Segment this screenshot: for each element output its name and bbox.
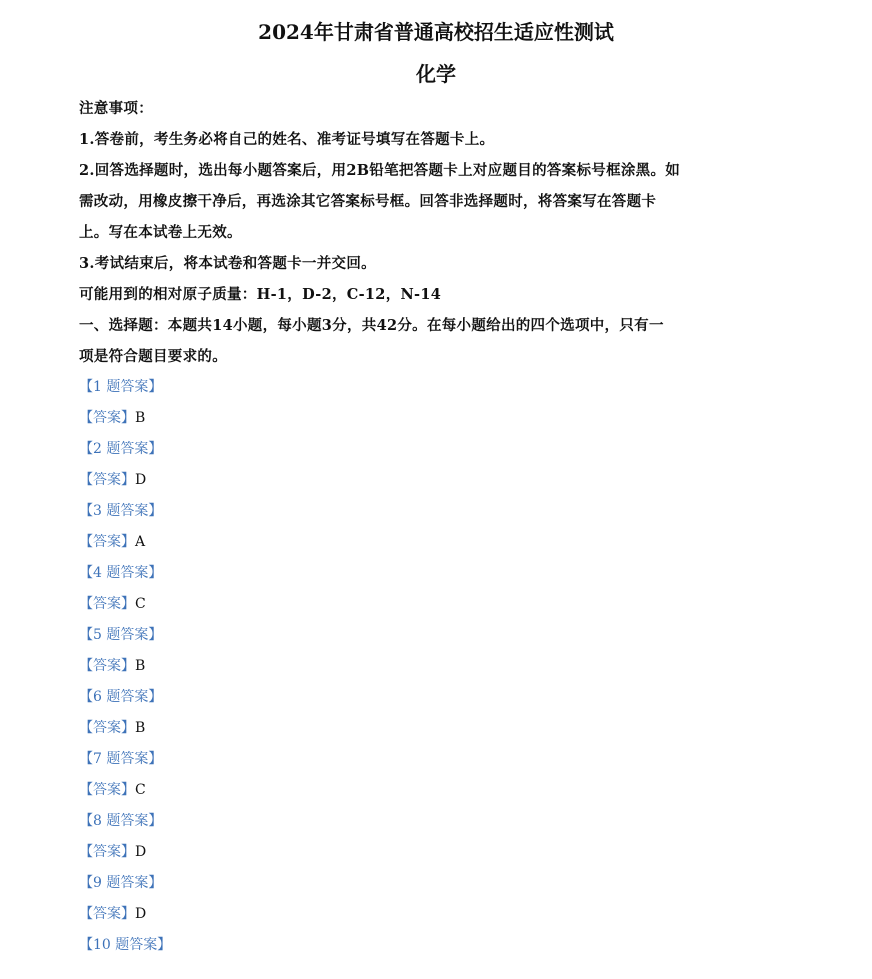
answer-row (79, 465, 799, 496)
answer-label: 【答案】 (79, 534, 135, 550)
instruction-line: 注意事项： (79, 100, 153, 117)
answer-row (79, 837, 799, 868)
instruction-line: 一、选择题：本题共14小题，每小题3分，共42分。在每小题给出的四个选项中，只有一 (79, 317, 664, 334)
question-answer-heading: 【3 题答案】 (79, 503, 163, 519)
answer-value: B (135, 658, 146, 674)
answer-value: B (135, 720, 146, 736)
question-answer-heading: 【10 题答案】 (79, 937, 172, 953)
instruction-line: 可能用到的相对原子质量：H-1，D-2，C-12，N-14 (79, 286, 442, 303)
instruction-line: 2.回答选择题时，选出每小题答案后，用2B铅笔把答题卡上对应题目的答案标号框涂黑。如 (79, 162, 681, 179)
instruction-line: 3.考试结束后，将本试卷和答题卡一并交回。 (79, 255, 376, 272)
instruction-line: 1.答卷前，考生务必将自己的姓名、准考证号填写在答题卡上。 (79, 131, 495, 148)
document-title: 2024年甘肃省普通高校招生适应性测试 (258, 20, 614, 44)
answer-label: 【答案】 (79, 720, 135, 736)
question-answer-heading: 【4 题答案】 (79, 565, 163, 581)
answer-label: 【答案】 (79, 906, 135, 922)
answer-label: 【答案】 (79, 472, 135, 488)
question-answer-heading: 【1 题答案】 (79, 379, 163, 395)
answer-row (79, 527, 799, 558)
answer-label: 【答案】 (79, 596, 135, 612)
instruction-line: 项是符合题目要求的。 (79, 348, 227, 365)
answer-value: B (135, 410, 146, 426)
answer-value: A (135, 534, 146, 550)
answer-value: C (135, 596, 146, 612)
answer-value: D (135, 472, 147, 488)
instructions (79, 93, 799, 372)
answer-list (79, 372, 799, 961)
answer-label: 【答案】 (79, 658, 135, 674)
answer-row (79, 589, 799, 620)
document-body (79, 93, 799, 961)
answer-value: D (135, 906, 147, 922)
question-answer-heading: 【6 题答案】 (79, 689, 163, 705)
answer-label: 【答案】 (79, 782, 135, 798)
answer-row (79, 651, 799, 682)
answer-value: C (135, 782, 146, 798)
answer-label: 【答案】 (79, 844, 135, 860)
answer-value: D (135, 844, 147, 860)
subject-title: 化学 (416, 62, 456, 86)
question-answer-heading: 【2 题答案】 (79, 441, 163, 457)
answer-label: 【答案】 (79, 410, 135, 426)
answer-row (79, 713, 799, 744)
answer-row (79, 403, 799, 434)
question-answer-heading: 【8 题答案】 (79, 813, 163, 829)
instruction-line: 上。写在本试卷上无效。 (79, 224, 242, 241)
answer-row (79, 775, 799, 806)
answer-row (79, 899, 799, 930)
instruction-line: 需改动，用橡皮擦干净后，再选涂其它答案标号框。回答非选择题时，将答案写在答题卡 (79, 193, 657, 210)
question-answer-heading: 【5 题答案】 (79, 627, 163, 643)
question-answer-heading: 【9 题答案】 (79, 875, 163, 891)
question-answer-heading: 【7 题答案】 (79, 751, 163, 767)
